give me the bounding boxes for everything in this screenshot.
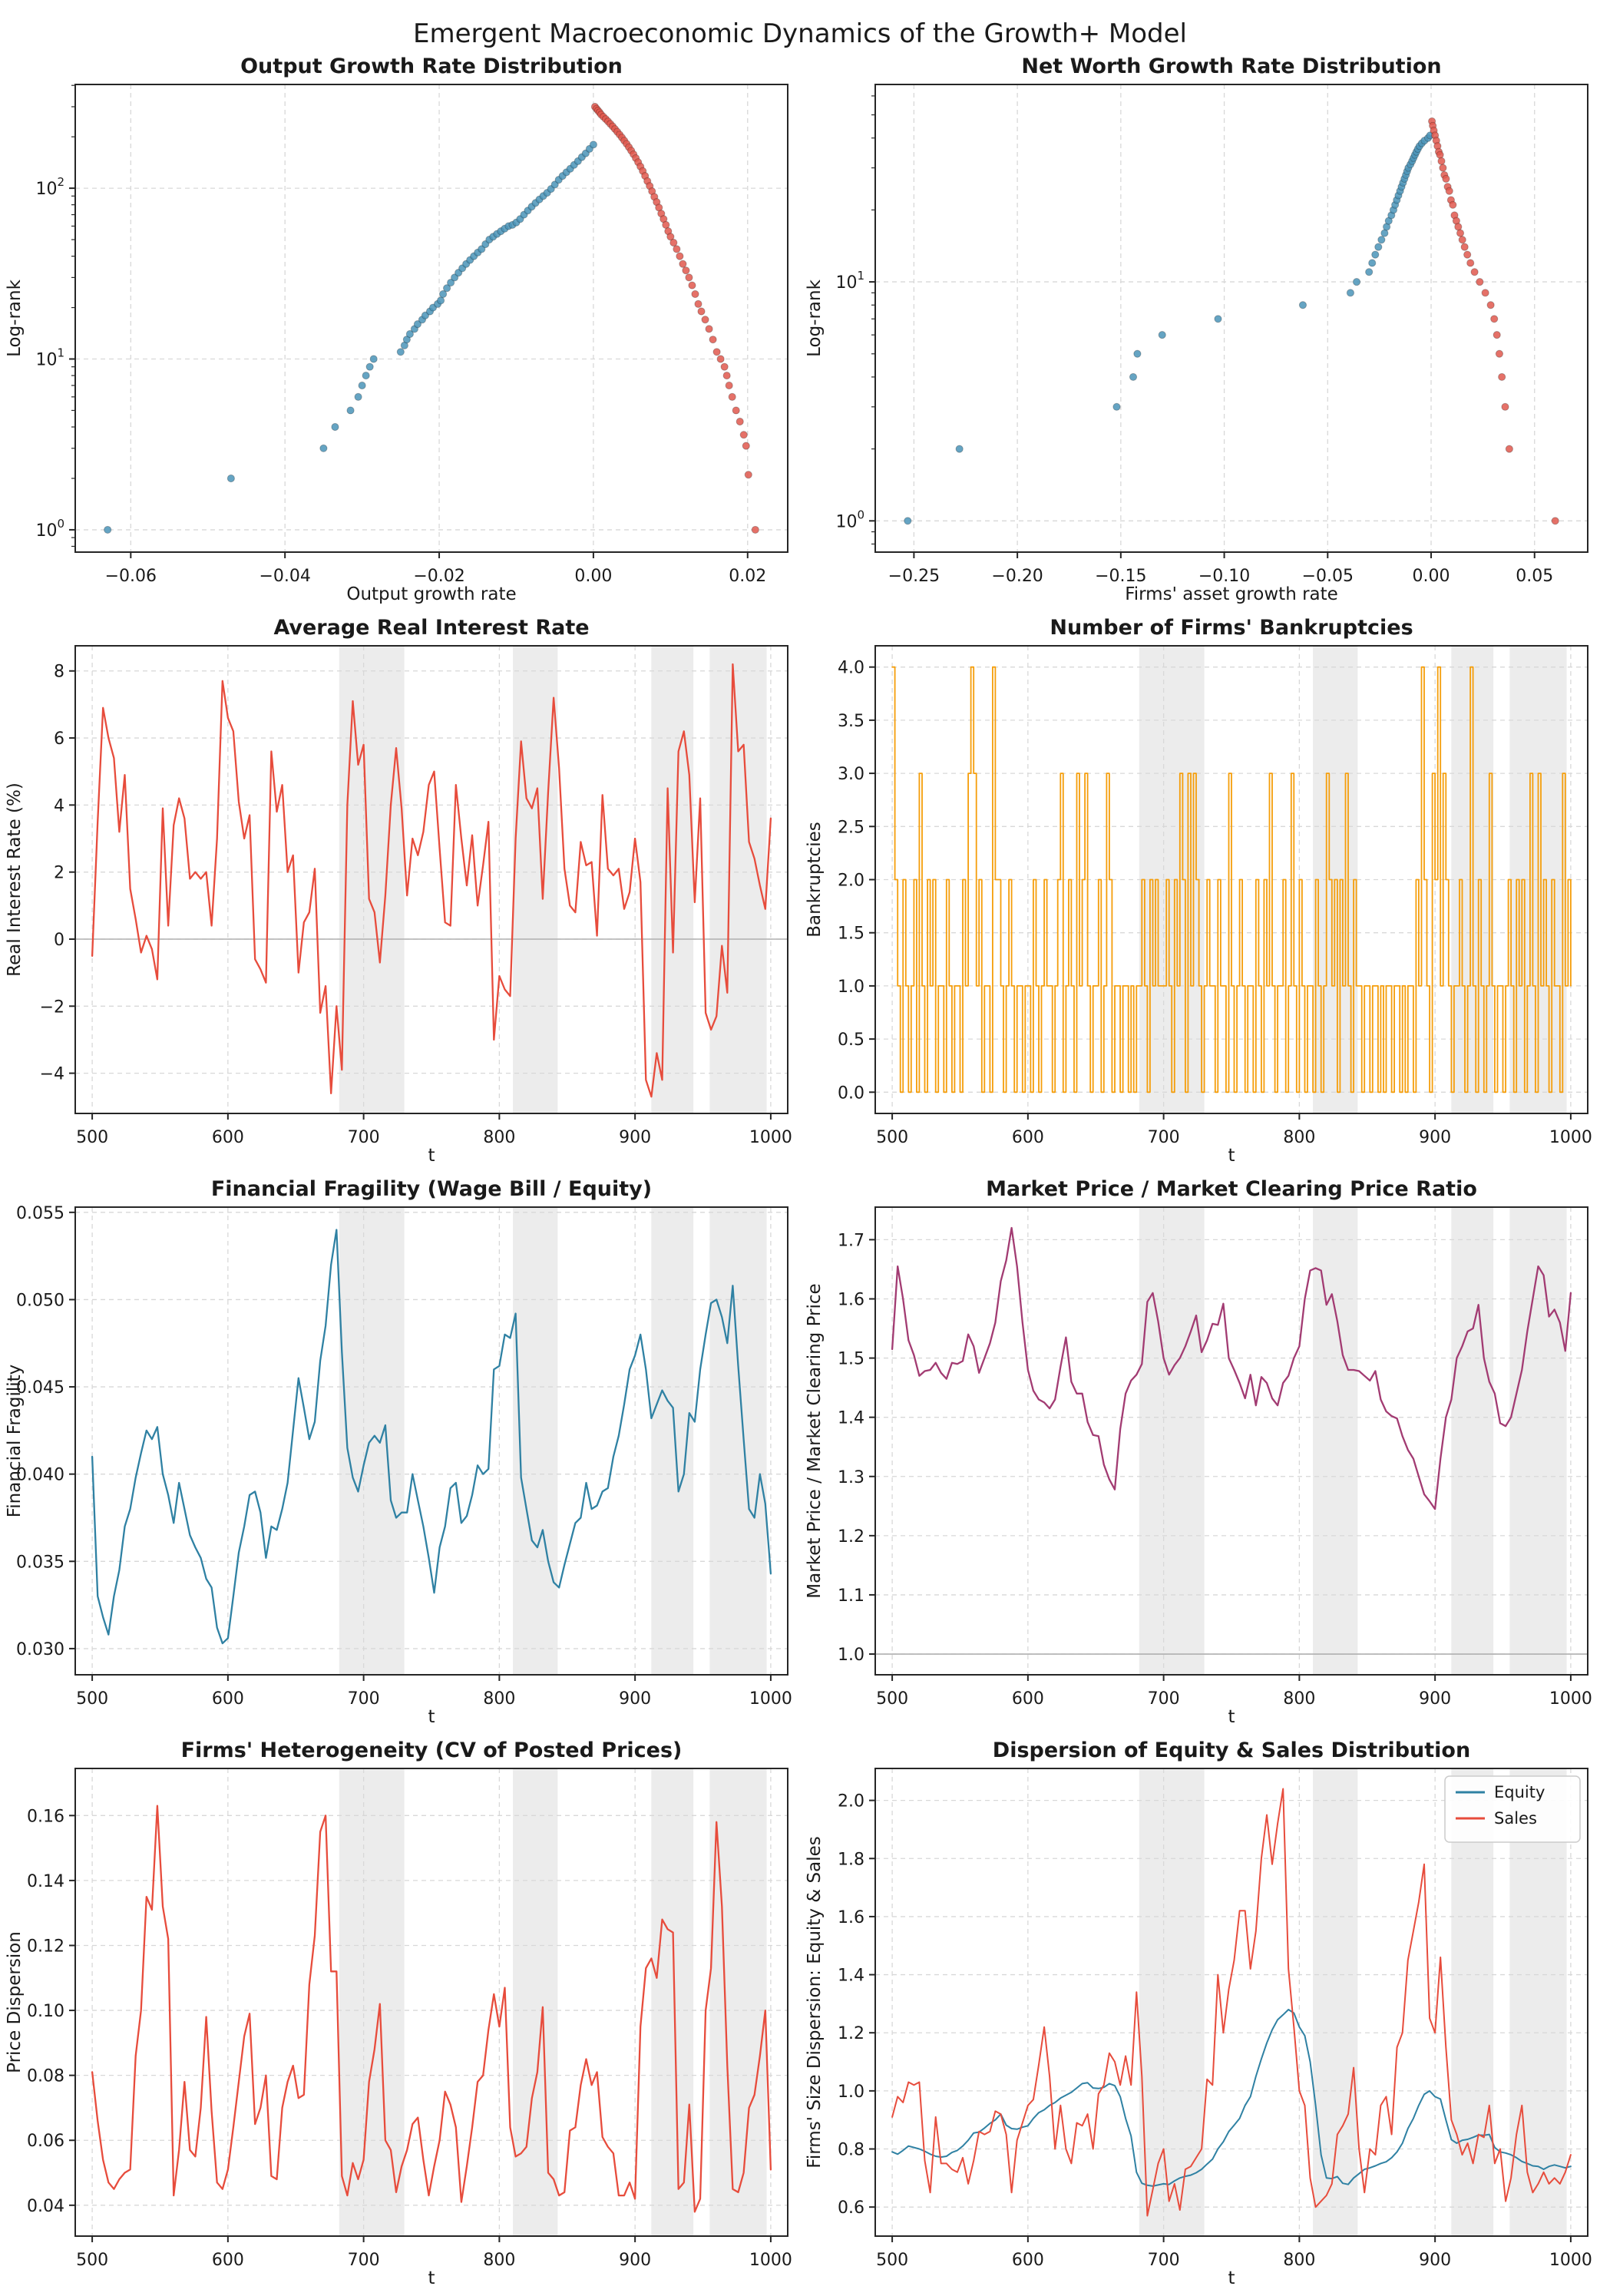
svg-text:t: t [428, 1146, 435, 1166]
svg-text:700: 700 [347, 1689, 380, 1709]
svg-text:t: t [428, 1707, 435, 1727]
svg-text:1.4: 1.4 [838, 1966, 864, 1986]
svg-text:0.050: 0.050 [16, 1291, 64, 1311]
svg-text:−4: −4 [39, 1064, 64, 1084]
svg-text:Net Worth Growth Rate Distribu: Net Worth Growth Rate Distribution [1021, 55, 1442, 78]
svg-text:0.16: 0.16 [27, 1807, 64, 1827]
svg-text:500: 500 [76, 1128, 109, 1147]
svg-text:1.2: 1.2 [838, 2024, 864, 2044]
chart-grid [0, 49, 1600, 2294]
svg-text:0: 0 [54, 930, 64, 950]
svg-text:Output Growth Rate Distributio: Output Growth Rate Distribution [240, 55, 623, 78]
svg-text:t: t [1228, 1146, 1235, 1166]
svg-text:t: t [1228, 1707, 1235, 1727]
svg-text:600: 600 [211, 2251, 244, 2270]
svg-text:Firms' Heterogeneity (CV of Po: Firms' Heterogeneity (CV of Posted Prices) [180, 1739, 683, 1762]
svg-text:Market Price / Market Clearing: Market Price / Market Clearing Price Ratio [986, 1177, 1477, 1201]
chart-equity-sales-dispersion [800, 1733, 1600, 2294]
svg-text:1000: 1000 [749, 2251, 792, 2270]
svg-text:900: 900 [619, 1689, 652, 1709]
svg-text:−0.20: −0.20 [991, 567, 1043, 586]
price-dispersion-canvas [0, 1733, 800, 2294]
svg-text:700: 700 [1147, 2251, 1180, 2270]
svg-text:101: $10^1$ [35, 346, 64, 370]
svg-text:Log-rank: Log-rank [5, 280, 25, 357]
firm-bankruptcies-canvas [800, 610, 1600, 1172]
svg-text:−0.25: −0.25 [888, 567, 940, 586]
financial-fragility-canvas [0, 1172, 800, 1733]
svg-text:500: 500 [876, 1689, 909, 1709]
svg-text:1.5: 1.5 [838, 1349, 864, 1369]
svg-text:0.06: 0.06 [27, 2132, 64, 2152]
svg-text:1000: 1000 [749, 1128, 792, 1147]
svg-text:4: 4 [54, 796, 64, 816]
chart-net-worth-distribution [800, 49, 1600, 610]
svg-text:1.8: 1.8 [838, 1850, 864, 1870]
svg-text:3.5: 3.5 [838, 711, 864, 731]
svg-text:8: 8 [54, 662, 64, 682]
svg-text:700: 700 [1147, 1689, 1180, 1709]
svg-text:−0.05: −0.05 [1301, 567, 1354, 586]
svg-text:Bankruptcies: Bankruptcies [805, 822, 825, 938]
svg-text:600: 600 [1011, 1128, 1044, 1147]
chart-financial-fragility [0, 1172, 800, 1733]
svg-text:0.02: 0.02 [729, 567, 767, 586]
svg-text:102: $10^2$ [35, 175, 64, 200]
chart-real-interest-rate [0, 610, 800, 1172]
svg-text:−2: −2 [39, 997, 64, 1017]
svg-text:0.045: 0.045 [16, 1378, 64, 1398]
svg-text:101: $10^1$ [835, 269, 864, 293]
svg-text:700: 700 [1147, 1128, 1180, 1147]
svg-text:0.035: 0.035 [16, 1553, 64, 1573]
svg-text:2.0: 2.0 [838, 1791, 864, 1811]
chart-output-growth-distribution [0, 49, 800, 610]
svg-text:Financial Fragility: Financial Fragility [5, 1364, 25, 1518]
svg-text:0.055: 0.055 [16, 1203, 64, 1223]
chart-price-dispersion [0, 1733, 800, 2294]
svg-text:900: 900 [1419, 2251, 1452, 2270]
svg-text:1.0: 1.0 [838, 1646, 864, 1666]
svg-text:1.6: 1.6 [838, 1290, 864, 1310]
svg-text:900: 900 [619, 2251, 652, 2270]
svg-text:4.0: 4.0 [838, 658, 864, 678]
svg-text:Price Dispersion: Price Dispersion [5, 1931, 25, 2073]
svg-text:900: 900 [1419, 1689, 1452, 1709]
svg-text:0.08: 0.08 [27, 2066, 64, 2086]
svg-text:2.5: 2.5 [838, 818, 864, 838]
svg-text:0.030: 0.030 [16, 1639, 64, 1659]
svg-text:600: 600 [1011, 2251, 1044, 2270]
svg-text:1.5: 1.5 [838, 924, 864, 944]
figure-title: Emergent Macroeconomic Dynamics of the Growth+ Model [413, 18, 1187, 49]
market-price-ratio-canvas [800, 1172, 1600, 1733]
svg-text:800: 800 [483, 1689, 516, 1709]
svg-text:1000: 1000 [1549, 2251, 1592, 2270]
svg-text:Market Price / Market Clearing: Market Price / Market Clearing Price [805, 1283, 825, 1599]
svg-text:Financial Fragility (Wage Bill: Financial Fragility (Wage Bill / Equity) [210, 1177, 653, 1201]
svg-text:Output growth rate: Output growth rate [346, 584, 517, 604]
svg-text:−0.02: −0.02 [413, 567, 465, 586]
svg-text:1000: 1000 [1549, 1689, 1592, 1709]
svg-text:Equity: Equity [1494, 1783, 1545, 1801]
svg-text:1000: 1000 [1549, 1128, 1592, 1147]
svg-text:800: 800 [1283, 1689, 1316, 1709]
net-worth-distribution-canvas [800, 49, 1600, 610]
svg-text:Log-rank: Log-rank [805, 280, 825, 357]
svg-text:800: 800 [483, 2251, 516, 2270]
svg-text:Real Interest Rate (%): Real Interest Rate (%) [5, 782, 25, 977]
svg-text:−0.04: −0.04 [259, 567, 311, 586]
svg-text:600: 600 [211, 1128, 244, 1147]
svg-text:0.05: 0.05 [1516, 567, 1554, 586]
output-growth-distribution-canvas [0, 49, 800, 610]
svg-text:600: 600 [211, 1689, 244, 1709]
real-interest-rate-canvas [0, 610, 800, 1172]
svg-text:500: 500 [876, 1128, 909, 1147]
svg-text:800: 800 [1283, 1128, 1316, 1147]
svg-text:0.10: 0.10 [27, 2002, 64, 2022]
svg-text:t: t [428, 2268, 435, 2288]
svg-text:3.0: 3.0 [838, 765, 864, 785]
svg-text:1.4: 1.4 [838, 1408, 864, 1428]
svg-text:1000: 1000 [749, 1689, 792, 1709]
svg-text:−0.10: −0.10 [1198, 567, 1251, 586]
svg-text:800: 800 [483, 1128, 516, 1147]
svg-text:800: 800 [1283, 2251, 1316, 2270]
svg-text:900: 900 [1419, 1128, 1452, 1147]
svg-text:−0.15: −0.15 [1095, 567, 1147, 586]
svg-text:0.0: 0.0 [838, 1083, 864, 1103]
svg-text:600: 600 [1011, 1689, 1044, 1709]
svg-text:0.00: 0.00 [1412, 567, 1450, 586]
equity-sales-dispersion-canvas [800, 1733, 1600, 2294]
svg-text:500: 500 [876, 2251, 909, 2270]
svg-text:0.6: 0.6 [838, 2198, 864, 2218]
svg-text:1.3: 1.3 [838, 1467, 864, 1487]
svg-text:−0.06: −0.06 [104, 567, 157, 586]
svg-text:500: 500 [76, 2251, 109, 2270]
svg-text:1.0: 1.0 [838, 977, 864, 997]
svg-text:Number of Firms' Bankruptcies: Number of Firms' Bankruptcies [1050, 616, 1413, 640]
svg-text:Firms' asset growth rate: Firms' asset growth rate [1125, 584, 1338, 604]
svg-text:1.7: 1.7 [838, 1231, 864, 1251]
svg-text:Dispersion of Equity & Sales D: Dispersion of Equity & Sales Distribution [992, 1739, 1471, 1762]
chart-market-price-ratio [800, 1172, 1600, 1733]
svg-text:100: $10^0$ [835, 508, 864, 532]
svg-text:2.0: 2.0 [838, 871, 864, 891]
svg-text:1.0: 1.0 [838, 2082, 864, 2102]
svg-text:1.1: 1.1 [838, 1586, 864, 1606]
svg-text:0.12: 0.12 [27, 1937, 64, 1957]
svg-text:700: 700 [347, 2251, 380, 2270]
chart-firm-bankruptcies [800, 610, 1600, 1172]
svg-text:0.5: 0.5 [838, 1031, 864, 1050]
svg-text:0.040: 0.040 [16, 1465, 64, 1485]
svg-text:t: t [1228, 2268, 1235, 2288]
svg-text:1.6: 1.6 [838, 1907, 864, 1927]
svg-text:Firms' Size Dispersion: Equity: Firms' Size Dispersion: Equity & Sales [805, 1836, 825, 2169]
svg-text:1.2: 1.2 [838, 1527, 864, 1547]
svg-text:6: 6 [54, 729, 64, 749]
svg-text:0.14: 0.14 [27, 1871, 64, 1891]
svg-text:0.8: 0.8 [838, 2140, 864, 2160]
svg-text:0.00: 0.00 [574, 567, 613, 586]
svg-text:0.04: 0.04 [27, 2196, 64, 2216]
svg-text:900: 900 [619, 1128, 652, 1147]
svg-text:700: 700 [347, 1128, 380, 1147]
svg-text:100: $10^0$ [35, 516, 64, 541]
svg-text:2: 2 [54, 863, 64, 883]
svg-text:500: 500 [76, 1689, 109, 1709]
svg-text:Average Real Interest Rate: Average Real Interest Rate [273, 616, 590, 640]
svg-text:Sales: Sales [1494, 1809, 1537, 1828]
